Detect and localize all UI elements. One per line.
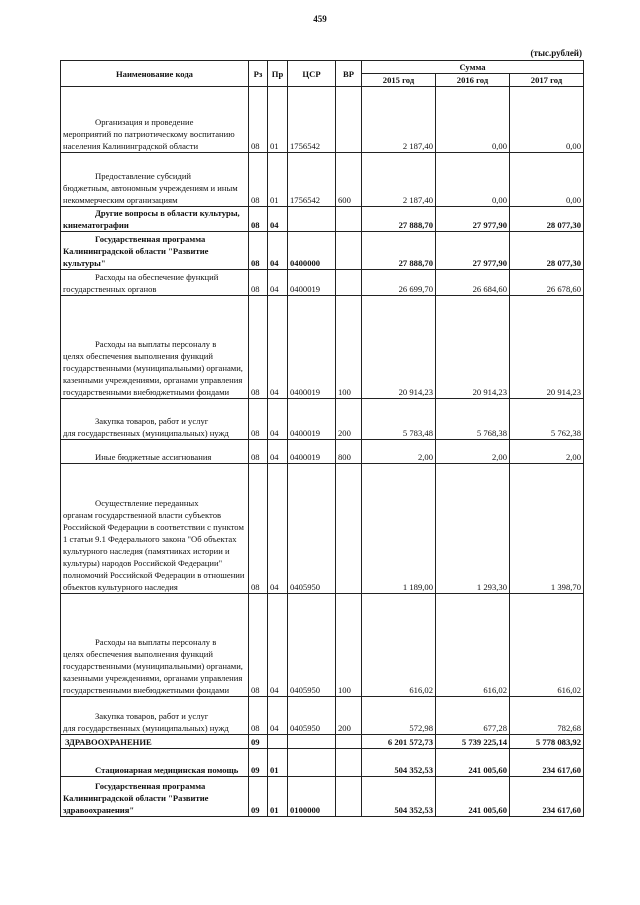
table-row bbox=[61, 777, 584, 817]
table-row bbox=[61, 749, 584, 777]
table-row bbox=[61, 594, 584, 697]
row-value-2015: 27 888,70 bbox=[362, 207, 436, 232]
row-csr: 0400000 bbox=[288, 232, 336, 270]
row-value-2016: 0,00 bbox=[436, 153, 510, 207]
table-row bbox=[61, 270, 584, 296]
row-pr: 01 bbox=[268, 87, 288, 153]
header-vr: ВР bbox=[336, 61, 362, 87]
row-value-2017: 20 914,23 bbox=[510, 296, 584, 399]
row-value-2015: 20 914,23 bbox=[362, 296, 436, 399]
row-rz: 08 bbox=[249, 153, 268, 207]
row-name-first: Расходы на выплаты персоналу в bbox=[95, 637, 217, 647]
row-csr: 1756542 bbox=[288, 153, 336, 207]
row-name-rest: бюджетным, автономным учреждениям и иным некоммерческим организациям bbox=[63, 183, 238, 205]
row-rz: 09 bbox=[249, 777, 268, 817]
row-value-2017: 0,00 bbox=[510, 87, 584, 153]
row-value-2015: 504 352,53 bbox=[362, 777, 436, 817]
row-csr: 0400019 bbox=[288, 440, 336, 464]
row-value-2015: 504 352,53 bbox=[362, 749, 436, 777]
row-value-2016: 0,00 bbox=[436, 87, 510, 153]
row-rz: 08 bbox=[249, 399, 268, 440]
row-value-2017: 5 778 083,92 bbox=[510, 735, 584, 749]
row-name-rest: целях обеспечения выполнения функций государственными (муниципальными) органами, казенными учреждениями, органами управления государственными внебюджетными фондами bbox=[63, 649, 243, 695]
row-name-rest: мероприятий по патриотическому воспитанию населения Калининградской области bbox=[63, 129, 235, 151]
table-row bbox=[61, 296, 584, 399]
table-row bbox=[61, 207, 584, 232]
row-csr: 0100000 bbox=[288, 777, 336, 817]
row-pr: 01 bbox=[268, 749, 288, 777]
row-name-first: Осуществление переданных bbox=[95, 498, 199, 508]
row-pr: 01 bbox=[268, 777, 288, 817]
row-name-first: Расходы на обеспечение функций bbox=[95, 272, 219, 282]
row-pr: 04 bbox=[268, 399, 288, 440]
row-value-2016: 241 005,60 bbox=[436, 749, 510, 777]
row-name-rest: для государственных (муниципальных) нужд bbox=[63, 723, 229, 733]
row-rz: 08 bbox=[249, 270, 268, 296]
row-vr: 100 bbox=[336, 594, 362, 697]
row-name-first: Расходы на выплаты персоналу в bbox=[95, 339, 217, 349]
row-value-2015: 2,00 bbox=[362, 440, 436, 464]
row-vr bbox=[336, 207, 362, 232]
row-vr: 200 bbox=[336, 399, 362, 440]
row-value-2015: 1 189,00 bbox=[362, 464, 436, 594]
header-2015: 2015 год bbox=[362, 74, 436, 87]
row-name bbox=[61, 296, 249, 399]
row-name-rest: государственных органов bbox=[63, 284, 157, 294]
row-name bbox=[61, 87, 249, 153]
row-csr bbox=[288, 207, 336, 232]
row-csr: 0400019 bbox=[288, 270, 336, 296]
row-value-2016: 1 293,30 bbox=[436, 464, 510, 594]
row-csr: 0405950 bbox=[288, 594, 336, 697]
row-name-rest: целях обеспечения выполнения функций государственными (муниципальными) органами, казенными учреждениями, органами управления государственными внебюджетными фондами bbox=[63, 351, 243, 397]
row-value-2017: 234 617,60 bbox=[510, 777, 584, 817]
row-name bbox=[61, 697, 249, 735]
row-value-2015: 6 201 572,73 bbox=[362, 735, 436, 749]
row-value-2016: 20 914,23 bbox=[436, 296, 510, 399]
row-pr bbox=[268, 735, 288, 749]
row-value-2017: 0,00 bbox=[510, 153, 584, 207]
row-csr: 0400019 bbox=[288, 399, 336, 440]
row-rz: 08 bbox=[249, 296, 268, 399]
row-name bbox=[61, 153, 249, 207]
row-name-first: Закупка товаров, работ и услуг bbox=[95, 711, 209, 721]
row-name-rest: Калининградской области "Развитие культуры" bbox=[63, 246, 209, 268]
row-value-2017: 1 398,70 bbox=[510, 464, 584, 594]
row-csr: 0405950 bbox=[288, 697, 336, 735]
table-row bbox=[61, 464, 584, 594]
row-value-2015: 616,02 bbox=[362, 594, 436, 697]
header-2016: 2016 год bbox=[436, 74, 510, 87]
table-row bbox=[61, 440, 584, 464]
row-name-first: Стационарная медицинская помощь bbox=[95, 765, 239, 775]
row-value-2017: 26 678,60 bbox=[510, 270, 584, 296]
row-name-first: Государственная программа bbox=[95, 781, 206, 791]
row-vr bbox=[336, 777, 362, 817]
header-csr: ЦСР bbox=[288, 61, 336, 87]
row-rz: 08 bbox=[249, 464, 268, 594]
table-row bbox=[61, 87, 584, 153]
row-vr bbox=[336, 749, 362, 777]
row-vr: 100 bbox=[336, 296, 362, 399]
header-name: Наименование кода bbox=[61, 61, 249, 87]
row-name bbox=[61, 232, 249, 270]
row-name bbox=[61, 749, 249, 777]
row-vr: 200 bbox=[336, 697, 362, 735]
row-value-2016: 5 739 225,14 bbox=[436, 735, 510, 749]
row-vr bbox=[336, 464, 362, 594]
row-rz: 08 bbox=[249, 594, 268, 697]
table-row bbox=[61, 735, 584, 749]
row-value-2017: 5 762,38 bbox=[510, 399, 584, 440]
row-csr: 0400019 bbox=[288, 296, 336, 399]
row-pr: 04 bbox=[268, 207, 288, 232]
row-value-2016: 5 768,38 bbox=[436, 399, 510, 440]
header-rz: Рз bbox=[249, 61, 268, 87]
row-name-rest: ЗДРАВООХРАНЕНИЕ bbox=[65, 737, 152, 747]
row-value-2015: 2 187,40 bbox=[362, 153, 436, 207]
row-name bbox=[61, 594, 249, 697]
row-value-2017: 234 617,60 bbox=[510, 749, 584, 777]
row-pr: 04 bbox=[268, 697, 288, 735]
header-sum: Сумма bbox=[362, 61, 584, 74]
row-csr: 1756542 bbox=[288, 87, 336, 153]
row-name-first: Организация и проведение bbox=[95, 117, 194, 127]
row-value-2015: 27 888,70 bbox=[362, 232, 436, 270]
row-vr bbox=[336, 232, 362, 270]
row-rz: 08 bbox=[249, 207, 268, 232]
header-pr: Пр bbox=[268, 61, 288, 87]
row-csr bbox=[288, 735, 336, 749]
row-name-first: Другие вопросы в области культуры, bbox=[95, 208, 240, 218]
row-value-2016: 26 684,60 bbox=[436, 270, 510, 296]
row-rz: 08 bbox=[249, 232, 268, 270]
row-value-2017: 616,02 bbox=[510, 594, 584, 697]
row-pr: 01 bbox=[268, 153, 288, 207]
page-number: 459 bbox=[313, 14, 327, 24]
row-vr: 800 bbox=[336, 440, 362, 464]
row-value-2016: 27 977,90 bbox=[436, 232, 510, 270]
row-rz: 09 bbox=[249, 749, 268, 777]
row-value-2015: 5 783,48 bbox=[362, 399, 436, 440]
row-name-first: Государственная программа bbox=[95, 234, 206, 244]
row-rz: 08 bbox=[249, 697, 268, 735]
row-value-2016: 677,28 bbox=[436, 697, 510, 735]
units-label: (тыс.рублей) bbox=[530, 48, 582, 58]
row-value-2015: 2 187,40 bbox=[362, 87, 436, 153]
row-csr bbox=[288, 749, 336, 777]
row-value-2016: 241 005,60 bbox=[436, 777, 510, 817]
row-value-2017: 28 077,30 bbox=[510, 232, 584, 270]
row-pr: 04 bbox=[268, 594, 288, 697]
budget-table bbox=[60, 60, 584, 817]
row-value-2015: 26 699,70 bbox=[362, 270, 436, 296]
row-vr bbox=[336, 735, 362, 749]
row-value-2017: 782,68 bbox=[510, 697, 584, 735]
row-value-2017: 28 077,30 bbox=[510, 207, 584, 232]
row-name-rest: Калининградской области "Развитие здравоохранения" bbox=[63, 793, 209, 815]
row-value-2016: 616,02 bbox=[436, 594, 510, 697]
row-name bbox=[61, 399, 249, 440]
table-row bbox=[61, 232, 584, 270]
row-name-rest: для государственных (муниципальных) нужд bbox=[63, 428, 229, 438]
row-name bbox=[61, 735, 249, 749]
row-name bbox=[61, 440, 249, 464]
row-name bbox=[61, 270, 249, 296]
row-name bbox=[61, 464, 249, 594]
header-2017: 2017 год bbox=[510, 74, 584, 87]
row-csr: 0405950 bbox=[288, 464, 336, 594]
row-value-2016: 2,00 bbox=[436, 440, 510, 464]
table-row bbox=[61, 153, 584, 207]
row-vr bbox=[336, 87, 362, 153]
table-row bbox=[61, 399, 584, 440]
table-row bbox=[61, 697, 584, 735]
row-name-first: Закупка товаров, работ и услуг bbox=[95, 416, 209, 426]
row-name-rest: органам государственной власти субъектов Российской Федерации в соответствии с пунктом 1 статьи 9.1 Федерального закона "Об объектах культурного наследия (памятниках истории и культуры) народов Российской Федерации" полномочий Российской Федерации в отношении объектов культурного наследия bbox=[63, 510, 245, 592]
row-value-2016: 27 977,90 bbox=[436, 207, 510, 232]
row-vr: 600 bbox=[336, 153, 362, 207]
row-vr bbox=[336, 270, 362, 296]
row-pr: 04 bbox=[268, 270, 288, 296]
row-pr: 04 bbox=[268, 464, 288, 594]
row-name-first: Предоставление субсидий bbox=[95, 171, 192, 181]
row-pr: 04 bbox=[268, 440, 288, 464]
row-name-first: Иные бюджетные ассигнования bbox=[95, 452, 212, 462]
row-rz: 08 bbox=[249, 440, 268, 464]
row-value-2015: 572,98 bbox=[362, 697, 436, 735]
row-name-rest: кинематографии bbox=[63, 220, 129, 230]
row-pr: 04 bbox=[268, 296, 288, 399]
row-name bbox=[61, 777, 249, 817]
row-pr: 04 bbox=[268, 232, 288, 270]
row-rz: 08 bbox=[249, 87, 268, 153]
row-value-2017: 2,00 bbox=[510, 440, 584, 464]
row-rz: 09 bbox=[249, 735, 268, 749]
row-name bbox=[61, 207, 249, 232]
